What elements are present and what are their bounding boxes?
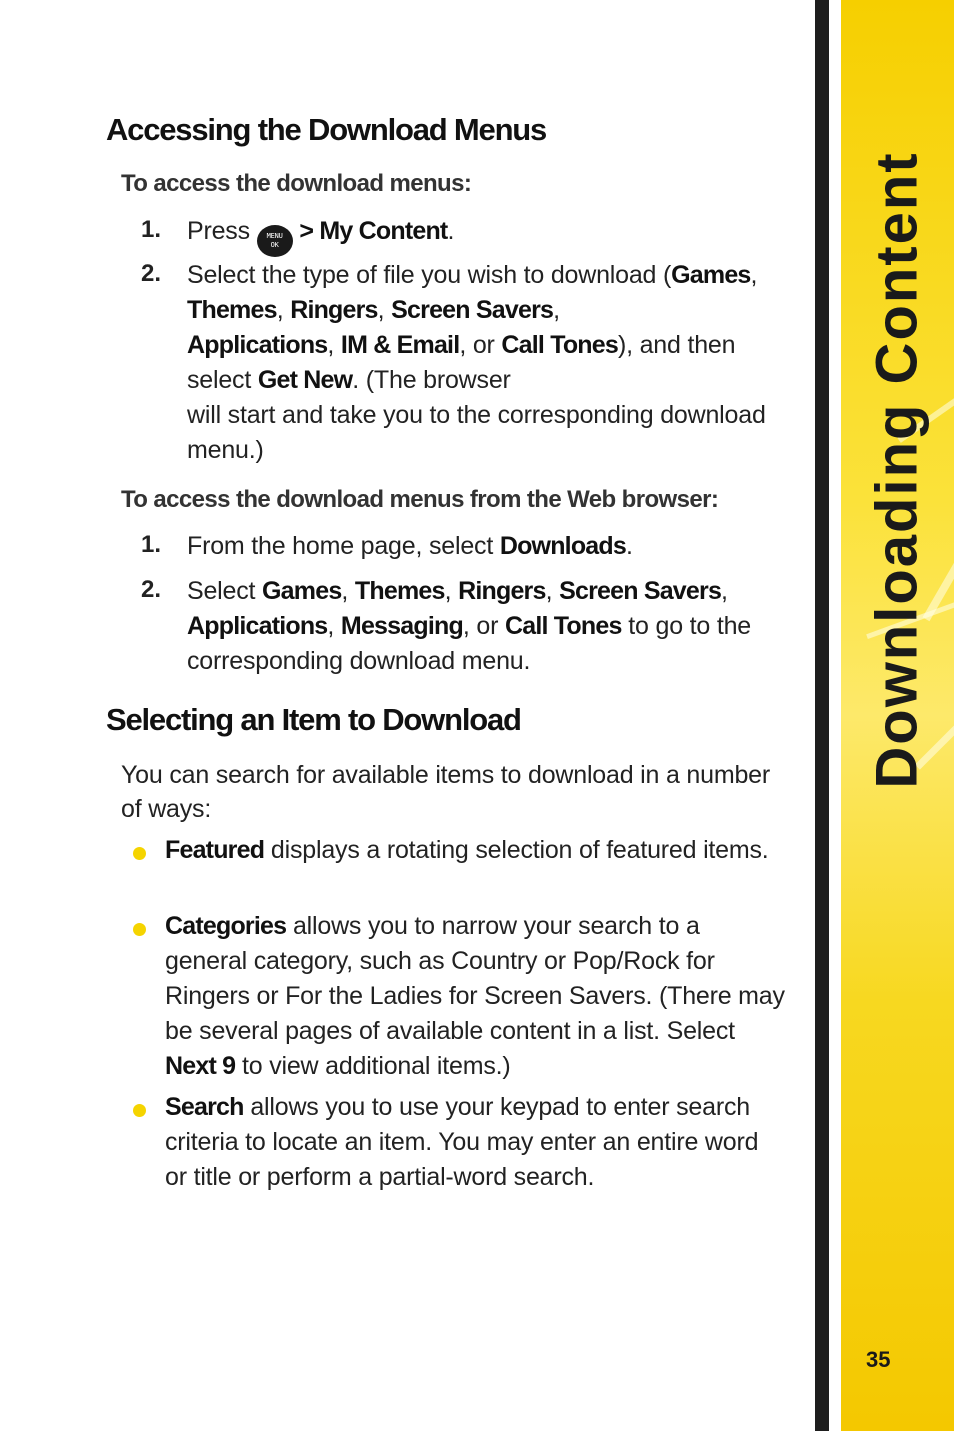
step-select-file-type: Select the type of file you wish to download (Games, Themes, Ringers, Screen Savers, Applications, IM & Email, or Call Tones), and then select Get New. (The browser will start and take you to the corresponding download menu.) bbox=[187, 261, 766, 464]
section-heading-accessing: Accessing the Download Menus bbox=[106, 112, 547, 147]
lead-in-download-menus: To access the download menus: bbox=[121, 170, 472, 197]
page-number: 35 bbox=[866, 1347, 891, 1372]
bullet-featured: Featured displays a rotating selection of featured items. bbox=[165, 836, 769, 864]
section-heading-selecting: Selecting an Item to Download bbox=[106, 702, 521, 737]
bullet-dot bbox=[133, 923, 146, 936]
step-text: Press bbox=[187, 217, 250, 245]
menu-ok-key-icon: MENU OK bbox=[257, 225, 293, 257]
lead-in-web-browser: To access the download menus from the Web browser: bbox=[121, 486, 719, 513]
chapter-title: Downloading Content bbox=[864, 151, 930, 789]
menu-path: > My Content bbox=[299, 217, 448, 245]
step-select-category: Select Games, Themes, Ringers, Screen Savers, Applications, Messaging, or Call Tones to go to the corresponding download menu. bbox=[187, 577, 752, 675]
bullet-dot bbox=[133, 1104, 146, 1117]
intro-paragraph: You can search for available items to download in a number of ways: bbox=[121, 761, 770, 823]
bullet-dot bbox=[133, 847, 146, 860]
bullet-categories: Categories allows you to narrow your search to a general category, such as Country or Pop/Rock for Ringers or For the Ladies for Screen Savers. (There may be several pages of available content in a list. Select Next 9 to view additional items.) bbox=[165, 912, 785, 1080]
step-number: 1. bbox=[141, 531, 162, 558]
step-number: 2. bbox=[141, 576, 162, 603]
step-press-menu: Press MENU OK > My Content. bbox=[187, 214, 797, 257]
step-number: 1. bbox=[141, 216, 162, 243]
step-number: 2. bbox=[141, 260, 162, 287]
bullet-search: Search allows you to use your keypad to enter search criteria to locate an item. You may enter an entire word or title or perform a partial-word search. bbox=[165, 1093, 759, 1191]
side-band-gap bbox=[829, 0, 841, 1431]
step-select-downloads: From the home page, select Downloads. bbox=[187, 532, 633, 560]
side-band-black bbox=[815, 0, 829, 1431]
